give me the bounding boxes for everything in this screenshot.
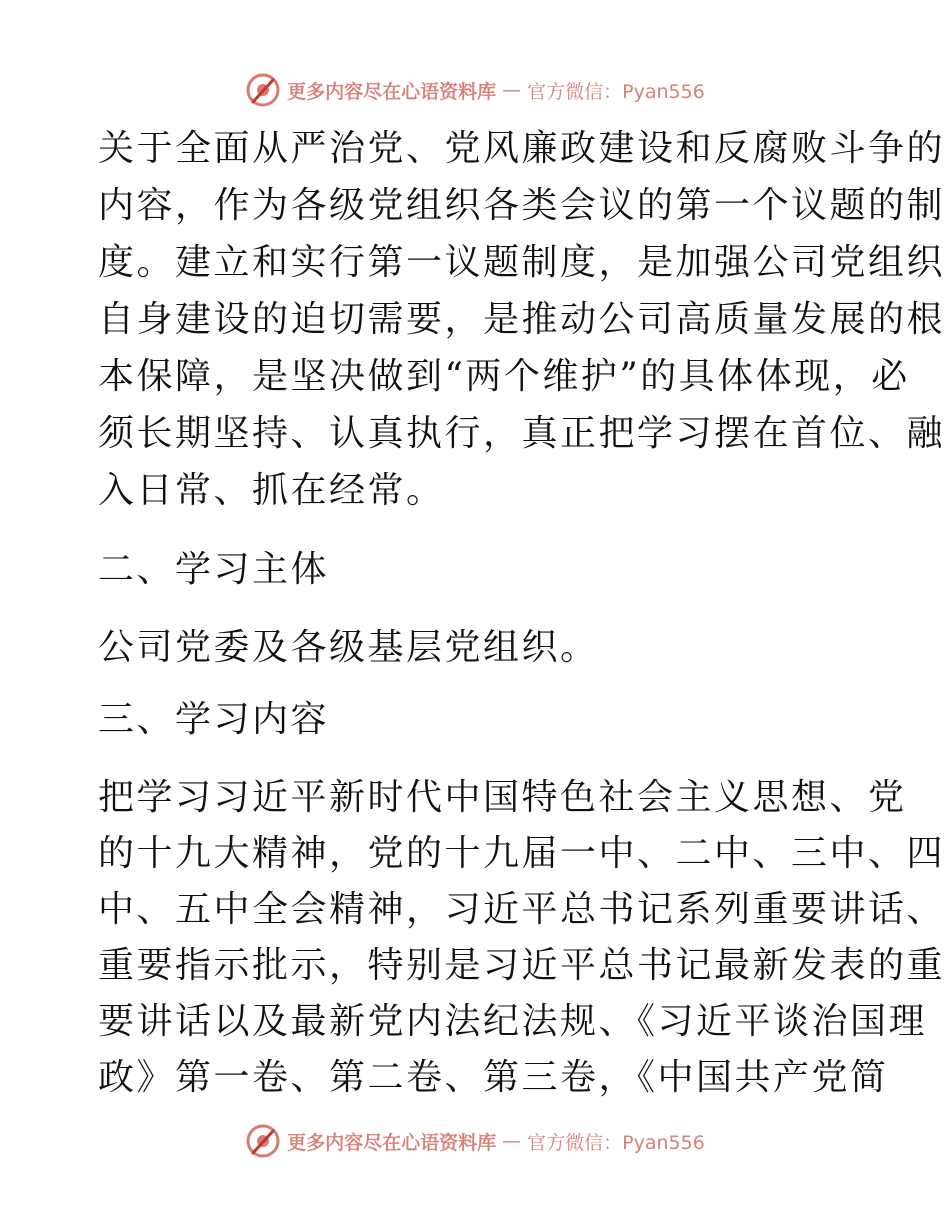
body-line-11: 把学习习近平新时代中国特色社会主义思想、党 [98, 777, 907, 818]
header-site-text: 更多内容尽在心语资料库 [287, 80, 497, 103]
body-line-12: 的十九大精神，党的十九届一中、二中、三中、四 [98, 833, 946, 874]
section-heading-study-content: 三、学习内容 [98, 699, 330, 740]
header-dash: — [502, 79, 522, 101]
header-wechat-text: 官方微信：Pyan556 [527, 80, 705, 103]
logo-icon [245, 1123, 281, 1159]
body-line-3: 度。建立和实行第一议题制度，是加强公司党组织 [98, 242, 946, 283]
footer-dash: — [502, 1130, 522, 1152]
body-line-4: 自身建设的迫切需要，是推动公司高质量发展的根 [98, 299, 946, 340]
body-line-16: 政》第一卷、第二卷、第三卷，《中国共产党简 [98, 1057, 889, 1098]
body-line-2: 内容，作为各级党组织各类会议的第一个议题的制 [98, 185, 946, 226]
footer-site-text: 更多内容尽在心语资料库 [287, 1131, 497, 1154]
footer-watermark-banner [0, 1121, 950, 1161]
footer-wechat-text: 官方微信：Pyan556 [527, 1131, 705, 1154]
body-line-14: 重要指示批示，特别是习近平总书记最新发表的重 [98, 945, 946, 986]
body-line-1: 关于全面从严治党、党风廉政建设和反腐败斗争的 [98, 128, 946, 169]
logo-icon [245, 72, 281, 108]
section-heading-study-subject: 二、学习主体 [98, 549, 330, 590]
header-watermark-banner [0, 70, 950, 110]
body-line-15: 要讲话以及最新党内法纪法规、《习近平谈治国理 [98, 1001, 928, 1042]
body-line-5: 本保障，是坚决做到“两个维护”的具体体现，必 [98, 356, 910, 397]
body-line-study-subject: 公司党委及各级基层党组织。 [98, 627, 599, 668]
body-line-6: 须长期坚持、认真执行，真正把学习摆在首位、融 [98, 413, 946, 454]
body-line-7: 入日常、抓在经常。 [98, 470, 445, 511]
body-line-13: 中、五中全会精神，习近平总书记系列重要讲话、 [98, 889, 946, 930]
